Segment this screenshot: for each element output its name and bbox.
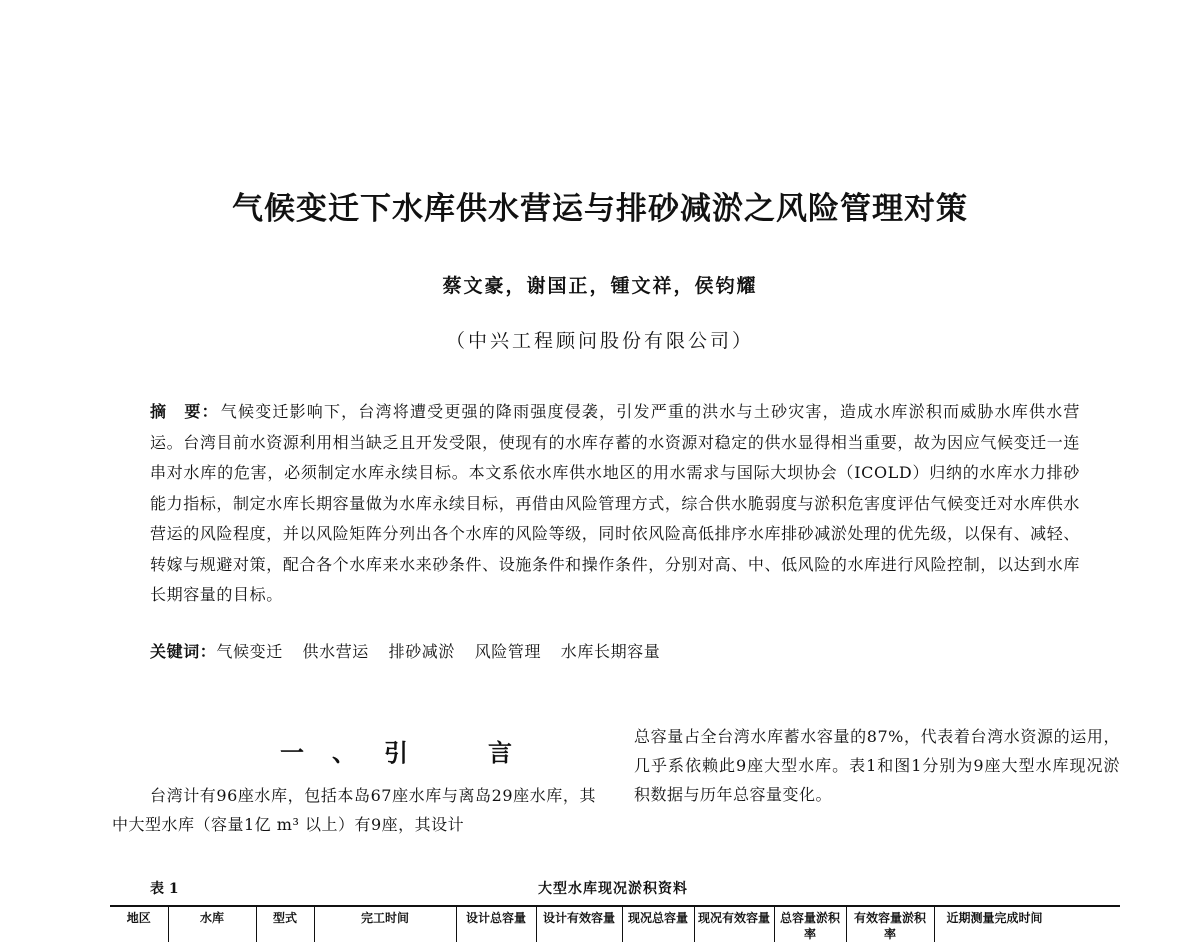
table-header-total-sediment-rate: 总容量淤积率 [774,906,846,942]
table-number: 表 1 [150,881,179,897]
abstract-text: 气候变迁影响下，台湾将遭受更强的降雨强度侵袭，引发严重的洪水与土砂灾害，造成水库淤积而威胁水库供水营运。台湾目前水资源利用相当缺乏且开发受限，使现有的水库存蓄的水资源对稳定的供水显得相当重要，故为因应气候变迁一连串对水库的危害，必须制定水库永续目标。本文系依水库供水地区的用水需求与国际大坝协会（ICOLD）归纳的水库水力排砂能力指标，制定水库长期容量做为水库永续目标，再借由风险管理方式，综合供水脆弱度与淤积危害度评估气候变迁对水库供水营运的风险程度，并以风险矩阵分列出各个水库的风险等级，同时依风险高低排序水库排砂减淤处理的优先级，以保有、减轻、转嫁与规避对策，配合各个水库来水来砂条件、设施条件和操作条件，分别对高、中、低风险的水库进行风险控制，以达到水库长期容量的目标。 [150,402,1080,604]
intro-paragraph-right: 总容量占全台湾水库蓄水容量的87%，代表着台湾水资源的运用，几乎系依赖此9座大型水库。表1和图1分别为9座大型水库现况淤积数据与历年总容量变化。 [634,727,1120,804]
keyword: 风险管理 [474,642,542,661]
data-table [110,905,1120,942]
table-title: 大型水库现况淤积资料 [538,881,688,897]
keywords [150,639,1080,662]
table-header-completion-time: 完工时间 [314,906,456,942]
keyword: 供水营运 [302,642,369,661]
table-header-type: 型式 [256,906,314,942]
paper-title: 气候变迁下水库供水营运与排砂减淤之风险管理对策 [232,191,968,227]
affiliation: （中兴工程顾问股份有限公司） [445,330,754,352]
table-header-reservoir: 水库 [168,906,256,942]
table-header-survey-time: 近期测量完成时间 [934,906,1120,942]
keyword: 水库长期容量 [560,642,661,661]
abstract-label: 摘 要： [150,402,219,421]
table-header-region: 地区 [110,906,168,942]
table-header-current-total: 现况总容量 [622,906,694,942]
section-heading-introduction: 一、引 言 [280,739,540,767]
intro-paragraph-left: 台湾计有96座水库，包括本岛67座水库与离岛29座水库，其中大型水库（容量1亿 m³ 以上）有9座，其设计 [112,786,596,834]
table-header-current-effective: 现况有效容量 [694,906,774,942]
keyword: 排砂减淤 [388,642,455,661]
abstract [150,397,1080,611]
table-header-effective-sediment-rate: 有效容量淤积率 [846,906,934,942]
authors: 蔡文豪，谢国正，锺文祥，侯钧耀 [442,275,758,297]
table-header-design-effective: 设计有效容量 [536,906,622,942]
keyword: 气候变迁 [216,642,283,661]
keywords-label: 关键词： [150,642,217,661]
table-header-design-total: 设计总容量 [456,906,536,942]
